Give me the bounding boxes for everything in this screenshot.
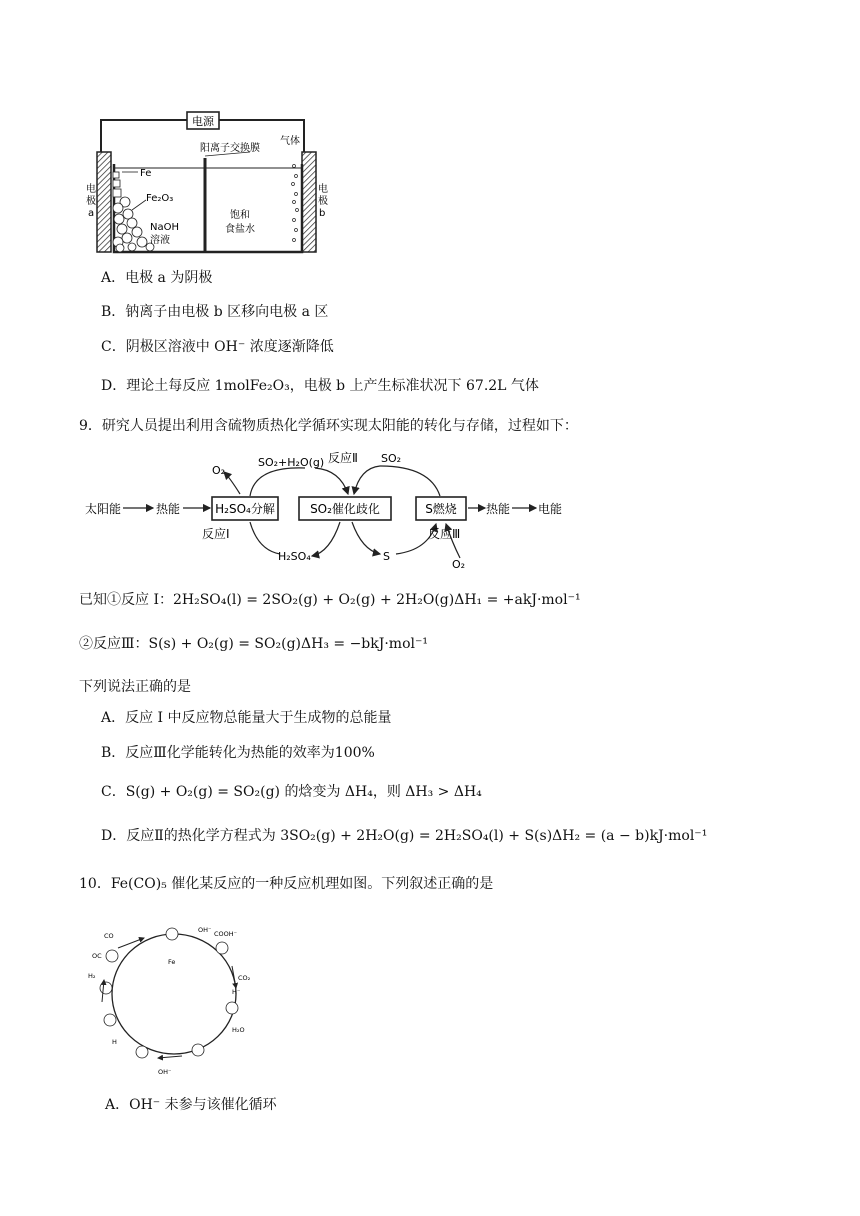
box1-label: H₂SO₄分解: [215, 502, 275, 516]
sulfur-cycle-figure: [80, 446, 600, 572]
so2-h2o-label: SO₂+H₂O(g): [258, 456, 325, 469]
brine-label-1: 饱和: [230, 210, 250, 221]
electrode-b: [302, 152, 316, 252]
o2-top-label: O₂: [212, 464, 226, 477]
electrode-a: [97, 152, 111, 252]
q10-stem: 10．Fe(CO)₅ 催化某反应的一种反应机理如图。下列叙述正确的是: [79, 876, 494, 892]
cooh-label: COOH⁻: [214, 930, 238, 938]
q8-option-d: D．理论土每反应 1molFe₂O₃，电极 b 上产生标准状况下 67.2L 气体: [101, 378, 539, 394]
box3-label: S燃烧: [425, 502, 457, 516]
h2-label: H₂: [88, 972, 96, 980]
q9-option-a: A．反应 I 中反应物总能量大于生成物的总能量: [101, 710, 392, 726]
electrode-b-label-2: 极: [318, 196, 328, 207]
q9-option-c: C．S(g) + O₂(g) = SO₂(g) 的焓变为 ΔH₄，则 ΔH₃ > ΔH₄: [101, 784, 482, 800]
h2o-label: H₂O: [232, 1026, 245, 1034]
fe-complex-label: OC: [92, 952, 102, 960]
gas-label: 气体: [280, 136, 300, 147]
electrode-b-label-1: 电: [318, 184, 328, 195]
electrode-a-label-1: 电: [86, 184, 96, 195]
brine-label-2: 食盐水: [225, 224, 255, 235]
q9-prompt: 下列说法正确的是: [79, 679, 191, 695]
electrolysis-figure: [80, 106, 330, 266]
electrode-a-label-2: 极: [86, 196, 96, 207]
fe-label: Fe: [140, 168, 152, 179]
rxn1-label: 反应Ⅰ: [202, 527, 230, 541]
q9-known-1: 已知①反应 I：2H₂SO₄(l) = 2SO₂(g) + O₂(g) + 2H₂O(g)ΔH₁ = +akJ·mol⁻¹: [79, 592, 581, 608]
box2-label: SO₂催化歧化: [310, 502, 380, 516]
membrane-label: 阳离子交换膜: [200, 143, 260, 154]
q9-option-d: D．反应Ⅱ的热化学方程式为 3SO₂(g) + 2H₂O(g) = 2H₂SO₄(l) + S(s)ΔH₂ = (a − b)kJ·mol⁻¹: [101, 828, 708, 844]
solar-label: 太阳能: [85, 502, 122, 516]
h-minus-label: H⁻: [232, 988, 241, 996]
gas-bubbles: [292, 165, 299, 242]
so2-top-label: SO₂: [381, 452, 402, 465]
h2so4-bottom-label: H₂SO₄: [278, 550, 311, 563]
heat-left-label: 热能: [156, 502, 181, 516]
fe2o3-label: Fe₂O₃: [146, 193, 174, 204]
catalytic-cycle-figure: [82, 908, 262, 1078]
naoh-label-2: 溶液: [150, 235, 170, 246]
electric-label: 电能: [538, 502, 563, 516]
q9-known-2: ②反应Ⅲ：S(s) + O₂(g) = SO₂(g)ΔH₃ = −bkJ·mol⁻¹: [79, 636, 428, 652]
oh-top-label: OH⁻: [198, 926, 212, 934]
o2-bottom-label: O₂: [452, 558, 466, 571]
fe2o3-particles: [113, 172, 154, 252]
q9-stem: 9．研究人员提出利用含硫物质热化学循环实现太阳能的转化与存储，过程如下：: [79, 418, 578, 434]
q10-option-a: A．OH⁻ 未参与该催化循环: [105, 1097, 277, 1113]
q8-option-c: C．阴极区溶液中 OH⁻ 浓度逐渐降低: [101, 339, 334, 355]
rxn2-label: 反应Ⅱ: [328, 451, 358, 465]
q9-option-b: B．反应Ⅲ化学能转化为热能的效率为100%: [101, 745, 375, 761]
s-bottom-label: S: [383, 550, 390, 563]
electrode-b-label-3: b: [319, 208, 326, 219]
electrode-a-label-3: a: [88, 208, 95, 219]
fe-center-label: Fe: [168, 958, 176, 966]
naoh-label-1: NaOH: [150, 222, 179, 233]
rxn3-label: 反应Ⅲ: [428, 527, 461, 541]
power-label: 电源: [192, 115, 214, 128]
q8-option-b: B．钠离子由电极 b 区移向电极 a 区: [101, 304, 329, 320]
oh-bottom-label: OH⁻: [158, 1068, 172, 1076]
heat-right-label: 热能: [486, 502, 511, 516]
h-label: H: [112, 1038, 117, 1046]
co2-label: CO₂: [238, 974, 251, 982]
co-label: CO: [104, 932, 114, 940]
q8-option-a: A．电极 a 为阴极: [101, 270, 213, 286]
